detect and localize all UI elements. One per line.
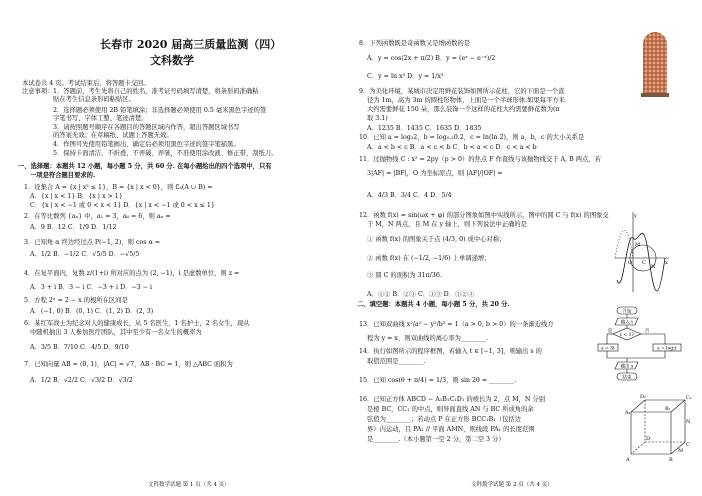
question-line: 弦值为________；若动点 P 在正方形 BCC₁B₁（包括边 bbox=[367, 416, 521, 423]
intro-line: 本试卷共 4 页。考试结束后，将答题卡交回。 bbox=[22, 80, 150, 87]
question-line: 10．已知 a = log₃2，b = log₀.₂0.2，c = ln(ln 2)，则 a，b，c 的大小关系是 bbox=[359, 134, 585, 141]
question-line: 14．执行如图所示的程序框图，若输入 t ∈ [−1, 3]，则输出 s 的 bbox=[359, 348, 542, 355]
cube-label-d1: D₁ bbox=[640, 394, 647, 400]
cube-label-m: M bbox=[678, 448, 684, 454]
question-line: 3．已知角 α 终边经过点 P(−1, 2)，则 cos α = bbox=[24, 239, 161, 246]
question-line: 取 3.1) bbox=[367, 115, 388, 122]
question-line: 是________.（本小题第一空 2 分，第二空 3 分） bbox=[367, 436, 505, 443]
cube-label-n: N bbox=[686, 419, 691, 425]
question-line: 9．为美化环境，某城市决定用鲜花装饰如图所示花柱，它的下面是一个直 bbox=[359, 88, 565, 95]
note-5: 5．保持卡面清洁，不折叠，不弄破、弄皱，不准使用涂改液、修正带、刮纸刀。 bbox=[53, 150, 278, 157]
program-flowchart bbox=[597, 306, 693, 382]
question-line: 界）内运动，且 PA₁ // 平面 AMN，则线段 PA₁ 的长度范围 bbox=[367, 426, 535, 433]
question-line: A．①② B．②③ C．①③ D．①②③ bbox=[367, 291, 474, 298]
question-line: 5．方程 2ˣ = 2 − x 的根所在区间是 bbox=[24, 297, 128, 304]
question-line: 程为 y = x，则双曲线的离心率为________. bbox=[367, 335, 489, 342]
cube-label-c1: C₁ bbox=[686, 395, 692, 401]
note-4: 4．作图可先使用铅笔画出，确定后必须用黑色字迹的签字笔描黑。 bbox=[53, 141, 240, 148]
question-line: C．y = ln x³ D．y = 1/x³ bbox=[367, 73, 444, 80]
flowchart-left-box: s = 3t bbox=[601, 346, 615, 352]
graph-x-label: x bbox=[665, 260, 668, 266]
question-line: A．a < b < c B．a < c < b C．b < a < c D．c < a < b bbox=[367, 144, 537, 151]
flowchart-no: 否 bbox=[644, 329, 650, 334]
note-2b: 字笔书写，字体工整、笔迹清楚。 bbox=[53, 115, 148, 122]
question-line: ③ 圆 C 的面积为 31π/36. bbox=[367, 272, 442, 279]
right-page bbox=[351, 0, 702, 496]
question-line: 13．已知双曲线 x²/a² − y²/b² = 1（a > 0, b > 0）的一条渐近线方 bbox=[359, 321, 554, 328]
question-line: 15．已知 cos(θ + π/4) = 1/3，则 sin 2θ = ________. bbox=[359, 377, 517, 384]
note-1a: 1．答题前，考生先将自己的姓名、准考证号码填写清楚，将条形码准确粘 bbox=[53, 88, 259, 95]
flowchart-end: 结束 bbox=[622, 375, 632, 381]
note-3a: 3．请按照题号顺序在各题目的答题区域内作答，超出答题区域书写 bbox=[53, 124, 240, 131]
footer-left: 文科数学试题 第 1 页（共 4 页） bbox=[148, 482, 230, 488]
question-line: ② 函数 f(x) 在 (−1/2, −1/6) 上单调递增； bbox=[367, 255, 491, 262]
graph-y-label: y bbox=[634, 213, 637, 219]
question-line: A．1/2 B．√2/2 C．√3/2 D．√3/2 bbox=[30, 377, 133, 384]
question-line: 8．下列函数既是奇函数又是增函数的是 bbox=[359, 40, 471, 47]
question-line: 3|AF| = |BF|，O 为坐标原点，则 |AF|/|OF| = bbox=[367, 170, 503, 177]
note-2a: 2．选择题必须使用 2B 铅笔填涂；非选择题必须使用 0.5 毫米黑色字迹的签 bbox=[53, 107, 267, 114]
cube-label-b: B bbox=[669, 457, 673, 463]
question-line: 7．已知向量 AB = (0, 1)，|AC| = √7，AB · BC = 1，则 △ABC 面积为 bbox=[24, 361, 233, 368]
question-line: 12．函数 f(x) = sin(ωx + φ) 的部分图象如图中实线所示，图中的圆 C 与 f(x) 的图象交 bbox=[359, 212, 609, 219]
question-line: A．y = cos(2x + π/2) B．y = (eˣ − e⁻ˣ)/2 bbox=[367, 55, 496, 62]
question-line: A．1235 B．1435 C．1635 D．1835 bbox=[367, 125, 482, 132]
cube-label-b1: B₁ bbox=[665, 406, 671, 412]
question-line: A．4/3 B．3/4 C．4 D．5/4 bbox=[367, 192, 452, 199]
sine-graph-figure bbox=[613, 210, 671, 294]
page-subtitle: 文科数学 bbox=[150, 54, 194, 67]
cube-label-a: A bbox=[626, 457, 630, 463]
question-line: 11．过抛物线 C : x² = 2py（p > 0）的焦点 F 作直线与该抛物线交于 A, B 两点，若 bbox=[359, 156, 601, 163]
footer-right: 文科数学试题 第 2 页（共 4 页） bbox=[471, 482, 553, 488]
graph-n-label: N bbox=[651, 264, 656, 270]
question-line: 4．在复平面内，复数 z/(1+i) 所对应的点为 (2, −1)，i 是虚数单位，则 z = bbox=[24, 270, 240, 277]
cube-label-d: D bbox=[646, 436, 651, 442]
graph-origin-label: O bbox=[628, 260, 633, 266]
page-title: 长春市 2020 届高三质量监测（四） bbox=[100, 38, 282, 51]
question-line: 于 M，N 两点，且 M 在 y 轴上，则下列说法中正确的是 bbox=[367, 221, 527, 228]
flowchart-start: 开始 bbox=[622, 309, 632, 315]
flower-pillar-image bbox=[641, 30, 669, 98]
cube-label-c: C bbox=[686, 442, 690, 448]
question-line: C．{x | x < −1 或 0 < x < 1} D．{x | x < −1 或 0 < x ≤ 1} bbox=[30, 202, 215, 209]
cube-label-a1: A₁ bbox=[625, 410, 631, 416]
flowchart-right-box: s = log₂t bbox=[657, 346, 677, 352]
graph-m-label: M bbox=[635, 242, 641, 248]
flowchart-output: 输出 s bbox=[620, 364, 634, 370]
question-line: ① 函数 f(x) 的图象关于点 (4/3, 0) 成中心对称； bbox=[367, 236, 506, 243]
note-3b: 的答案无效；在草稿纸、试题上答题无效。 bbox=[53, 132, 173, 139]
note-1b: 贴在考生信息条形码粘贴区。 bbox=[53, 96, 135, 103]
question-line: A．(−1, 0) B．(0, 1) C．(1, 2) D．(2, 3) bbox=[30, 308, 154, 315]
question-line: 中随机抽出 3 人参加医疗团队，其中至少有一名女生的概率为 bbox=[30, 329, 202, 336]
question-line: 16．已知正方体 ABCD − A₁B₁C₁D₁ 的棱长为 2，点 M，N 分别 bbox=[359, 396, 546, 403]
graph-c-label: C bbox=[642, 260, 646, 266]
question-line: A．3/5 B．7/10 C．4/5 D．9/10 bbox=[30, 344, 129, 351]
question-line: A．9 B．12 C．1/9 D．1/12 bbox=[30, 224, 117, 231]
question-line: A．{x | x < 1} B．{x | x > 1} bbox=[30, 193, 123, 200]
notes-label: 注意事项： bbox=[22, 88, 54, 95]
flowchart-condition: t < 1? bbox=[620, 333, 634, 338]
question-line: 是棱 BC，CC₁ 的中点，则异面直线 AN 与 BC 所成角的余 bbox=[367, 406, 534, 413]
flowchart-input: 输入 t bbox=[620, 320, 634, 326]
question-line: 6．某红军战士为纪念对人的健康成长，从 5 名医生、1 名护士，2 名女生，现从 bbox=[24, 320, 250, 327]
question-line: A．1/2 B．−1/2 C．√5/5 D．−√5/5 bbox=[30, 251, 140, 258]
section2-heading: 二、填空题：本题共 4 小题，每小题 5 分，共 20 分. bbox=[357, 301, 510, 308]
flowchart-yes: 是 bbox=[607, 329, 613, 334]
question-line: 大约需要鲜花 150 朵，那么装饰一个这样的花柱大约需要鲜花数为(π bbox=[367, 106, 560, 113]
question-line: 径为 1m，高为 3m 的圆柱形物体，上面是一个半球形体.如果每平方米 bbox=[367, 97, 565, 104]
question-line: 1．设集合 A = {x | x² ≤ 1}，B = {x | x < 0}，则 ∁ᵤ(A ∪ B) = bbox=[24, 184, 213, 191]
section1-heading-1: 一、选择题：本题共 12 小题，每小题 5 分，共 60 分. 在每小题给出的四个选项中，只有 bbox=[18, 163, 272, 170]
question-line: 2．在等比数列 {aₙ} 中，a₁ = 3，a₆ = 6，则 aₙ = bbox=[24, 213, 171, 220]
question-line: A．3 + i B．3 − i C．−3 + i D．−3 − i bbox=[30, 284, 152, 291]
question-line: 取值范围是________. bbox=[367, 358, 426, 365]
cube-figure bbox=[623, 392, 693, 464]
section1-heading-2: 一项是符合题目要求的. bbox=[30, 172, 96, 179]
